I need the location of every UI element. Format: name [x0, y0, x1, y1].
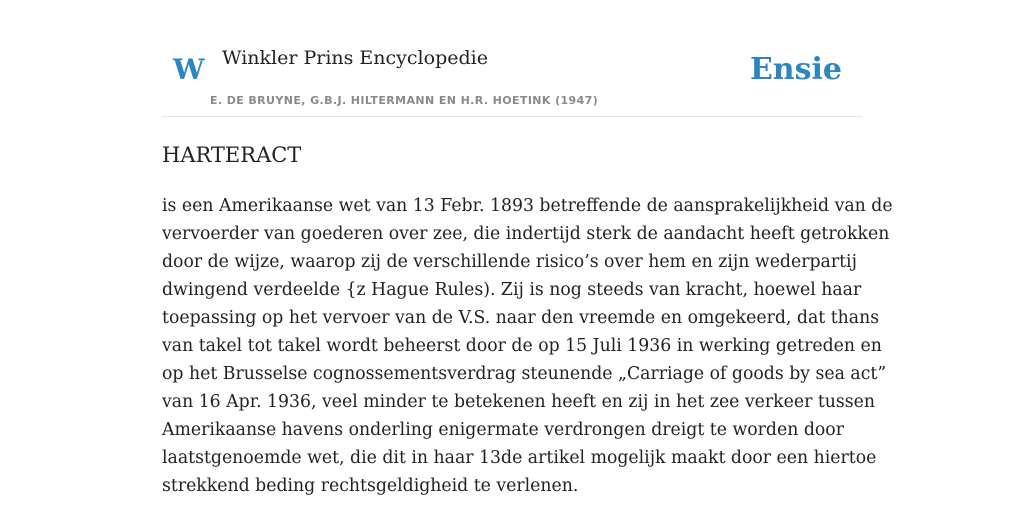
article-headword: HARTERACT [162, 143, 302, 167]
article-line: laatstgenoemde wet, die dit in haar 13de artikel mogelijk maakt door een hiertoe [162, 448, 877, 468]
winkler-prins-logo-icon[interactable]: W [173, 53, 205, 86]
article-body [162, 192, 893, 500]
article-line: op het Brusselse cognossementsverdrag steunende „Carriage of goods by sea act” [162, 364, 887, 384]
encyclopedia-title[interactable]: Winkler Prins Encyclopedie [222, 47, 488, 69]
article-line: door de wijze, waarop zij de verschillende risico’s over hem en zijn wederpartij [162, 252, 857, 272]
article-line: Amerikaanse havens onderling enigermate verdrongen dreigt te worden door [162, 420, 844, 440]
article-line: toepassing op het vervoer van de V.S. naar den vreemde en omgekeerd, dat thans [162, 308, 880, 328]
article-line: strekkend beding rechtsgeldigheid te verlenen. [162, 476, 579, 496]
article-line: van takel tot takel wordt beheerst door de op 15 Juli 1936 in werking getreden en [162, 336, 882, 356]
article-line: is een Amerikaanse wet van 13 Febr. 1893 betreffende de aansprakelijkheid van de [162, 196, 893, 216]
byline: E. DE BRUYNE, G.B.J. HILTERMANN EN H.R. HOETINK (1947) [210, 94, 599, 107]
article-line: vervoerder van goederen over zee, die indertijd sterk de aandacht heeft getrokken [162, 224, 890, 244]
article-line: dwingend verdeelde {z Hague Rules). Zij is nog steeds van kracht, hoewel haar [162, 280, 862, 300]
page-header [162, 0, 862, 117]
ensie-brand-logo[interactable]: Ensie [749, 52, 842, 87]
article-line: van 16 Apr. 1936, veel minder te betekenen heeft en zij in het zee verkeer tussen [162, 392, 876, 412]
